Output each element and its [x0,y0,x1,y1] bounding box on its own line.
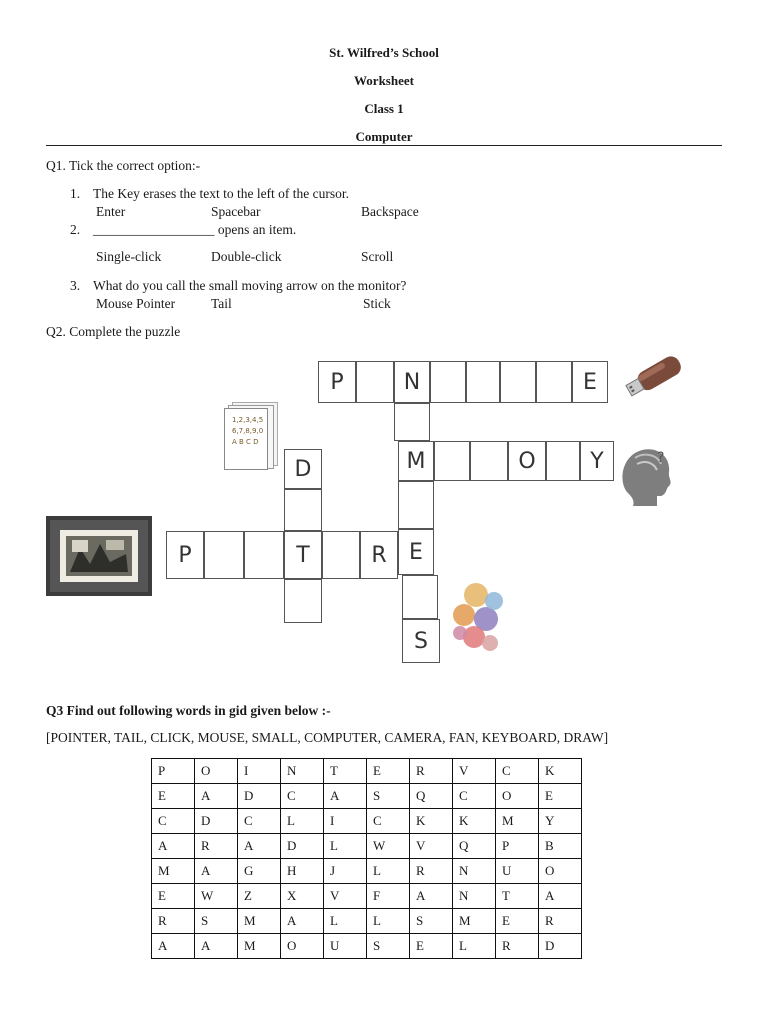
crossword-cell[interactable]: Y [580,441,614,481]
grid-cell[interactable]: C [453,784,496,809]
crossword-cell[interactable]: D [284,449,322,489]
grid-cell[interactable]: A [238,834,281,859]
grid-cell[interactable]: A [324,784,367,809]
grid-cell[interactable]: A [152,834,195,859]
subject-heading: Computer [355,129,413,144]
class-heading: Class 1 [364,101,404,116]
crossword-cell[interactable] [466,361,500,403]
crossword-cell[interactable] [536,361,572,403]
grid-row [152,784,582,809]
grid-cell[interactable]: E [410,934,453,959]
grid-cell[interactable]: C [281,784,324,809]
word-search-grid [151,758,582,959]
grid-cell[interactable]: K [539,759,582,784]
grid-cell[interactable]: O [281,934,324,959]
grid-cell[interactable]: E [496,909,539,934]
q1-option[interactable]: Backspace [361,204,419,219]
grid-cell[interactable]: Z [238,884,281,909]
grid-cell[interactable]: E [367,759,410,784]
grid-cell[interactable]: R [539,909,582,934]
grid-cell[interactable]: E [539,784,582,809]
grid-cell[interactable]: P [496,834,539,859]
q2-title: Q2. Complete the puzzle [46,324,181,339]
grid-cell[interactable]: E [152,784,195,809]
grid-row [152,834,582,859]
crossword-cell[interactable] [284,489,322,531]
grid-cell[interactable]: Q [453,834,496,859]
q1-title: Q1. Tick the correct option:- [46,158,201,173]
card-line: 1,2,3,4,5 [232,416,264,424]
grid-row [152,859,582,884]
grid-cell[interactable]: T [324,759,367,784]
school-name: St. Wilfred’s School [329,45,439,60]
crossword-cell[interactable] [402,575,438,619]
grid-cell[interactable]: L [324,909,367,934]
crossword-cell[interactable] [546,441,580,481]
grid-cell[interactable]: Q [410,784,453,809]
crossword-cell[interactable]: P [166,531,204,579]
question-mark: ? [657,450,665,466]
grid-cell[interactable]: R [152,909,195,934]
card-line: 6,7,8,9,0 [232,427,264,435]
crossword-cell[interactable] [356,361,394,403]
grid-cell[interactable]: B [539,834,582,859]
grid-cell[interactable]: K [453,809,496,834]
grid-cell[interactable]: U [324,934,367,959]
q1-item-number: 3. [70,278,81,293]
crossword-cell[interactable]: S [402,619,440,663]
crossword-cell[interactable] [470,441,508,481]
grid-cell[interactable]: A [539,884,582,909]
grid-cell[interactable]: A [410,884,453,909]
grid-row [152,759,582,784]
grid-cell[interactable]: R [195,834,238,859]
grid-cell[interactable]: M [496,809,539,834]
grid-cell[interactable]: I [238,759,281,784]
grid-cell[interactable]: S [367,934,410,959]
crossword-cell[interactable]: T [284,531,322,579]
crossword-cell[interactable] [398,481,434,529]
grid-cell[interactable]: V [453,759,496,784]
grid-cell[interactable]: C [152,809,195,834]
crossword-cell[interactable] [430,361,466,403]
grid-cell[interactable]: Y [539,809,582,834]
grid-cell[interactable]: A [152,934,195,959]
grid-cell[interactable]: N [281,759,324,784]
q1-item-number: 1. [70,186,81,201]
grid-cell[interactable]: D [539,934,582,959]
grid-cell[interactable]: V [410,834,453,859]
grid-cell[interactable]: F [367,884,410,909]
grid-cell[interactable]: R [410,859,453,884]
grid-cell[interactable]: D [281,834,324,859]
q1-item-number: 2. [70,222,81,237]
grid-cell[interactable]: J [324,859,367,884]
grid-cell[interactable]: S [367,784,410,809]
q1-option[interactable]: Double-click [211,249,282,264]
q1-item-text: __________________ opens an item. [93,222,297,237]
crossword-cell[interactable]: E [572,361,608,403]
grid-cell[interactable]: H [281,859,324,884]
monitor-picture-icon [46,514,156,598]
grid-cell[interactable]: A [195,859,238,884]
grid-cell[interactable]: M [152,859,195,884]
q1-option[interactable]: Scroll [361,249,394,264]
q1-option[interactable]: Enter [96,204,126,219]
grid-row [152,884,582,909]
grid-cell[interactable]: A [195,784,238,809]
grid-cell[interactable]: O [539,859,582,884]
numbers-icon [446,573,516,659]
grid-cell[interactable]: L [453,934,496,959]
crossword-cell[interactable] [500,361,536,403]
q1-option[interactable]: Single-click [96,249,162,264]
grid-cell[interactable]: M [453,909,496,934]
grid-cell[interactable]: W [195,884,238,909]
grid-cell[interactable]: E [152,884,195,909]
q1-option[interactable]: Mouse Pointer [96,296,176,311]
crossword-cell[interactable]: E [398,529,434,575]
grid-cell[interactable]: A [281,909,324,934]
q1-option[interactable]: Stick [363,296,391,311]
crossword-cell[interactable] [322,531,360,579]
document-icon [224,402,276,468]
grid-cell[interactable]: N [453,884,496,909]
q3-title: Q3 Find out following words in gid given below :- [46,703,331,718]
grid-cell[interactable]: D [195,809,238,834]
grid-cell[interactable]: O [195,759,238,784]
q1-option[interactable]: Tail [211,296,232,311]
grid-cell[interactable]: C [496,759,539,784]
grid-cell[interactable]: L [367,859,410,884]
crossword-cell[interactable] [284,579,322,623]
grid-cell[interactable]: V [324,884,367,909]
grid-row [152,809,582,834]
crossword-cell[interactable]: M [398,441,434,481]
grid-cell[interactable]: W [367,834,410,859]
grid-cell[interactable]: M [238,934,281,959]
grid-cell[interactable]: N [453,859,496,884]
q1-option[interactable]: Spacebar [211,204,261,219]
grid-cell[interactable]: L [324,834,367,859]
crossword-cell[interactable] [434,441,470,481]
crossword-cell[interactable] [204,531,244,579]
grid-cell[interactable]: U [496,859,539,884]
grid-cell[interactable]: L [367,909,410,934]
grid-cell[interactable]: K [410,809,453,834]
grid-cell[interactable]: X [281,884,324,909]
grid-cell[interactable]: A [195,934,238,959]
crossword-cell[interactable]: N [394,361,430,403]
crossword-cell[interactable]: P [318,361,356,403]
card-line: A B C D [232,438,259,446]
q3-word-list: [POINTER, TAIL, CLICK, MOUSE, SMALL, COMPUTER, CAMERA, FAN, KEYBOARD, DRAW] [46,730,609,745]
grid-cell[interactable]: G [238,859,281,884]
grid-row [152,934,582,959]
worksheet-heading: Worksheet [354,73,414,88]
grid-cell[interactable]: P [152,759,195,784]
grid-cell[interactable]: R [496,934,539,959]
grid-cell[interactable]: O [496,784,539,809]
grid-cell[interactable]: D [238,784,281,809]
head-thinking-icon [617,442,677,510]
header-divider [46,145,722,146]
q1-item-text: What do you call the small moving arrow on the monitor? [93,278,407,293]
grid-cell[interactable]: M [238,909,281,934]
grid-cell[interactable]: L [281,809,324,834]
crossword-cell[interactable] [394,403,430,441]
grid-row [152,909,582,934]
crossword-cell[interactable] [244,531,284,579]
crossword-cell[interactable]: O [508,441,546,481]
grid-cell[interactable]: C [238,809,281,834]
grid-cell[interactable]: S [410,909,453,934]
grid-cell[interactable]: C [367,809,410,834]
q1-item-text: The Key erases the text to the left of the cursor. [93,186,350,201]
grid-cell[interactable]: T [496,884,539,909]
crossword-cell[interactable]: R [360,531,398,579]
grid-cell[interactable]: I [324,809,367,834]
grid-cell[interactable]: R [410,759,453,784]
grid-cell[interactable]: S [195,909,238,934]
pen-drive-icon [620,348,690,408]
